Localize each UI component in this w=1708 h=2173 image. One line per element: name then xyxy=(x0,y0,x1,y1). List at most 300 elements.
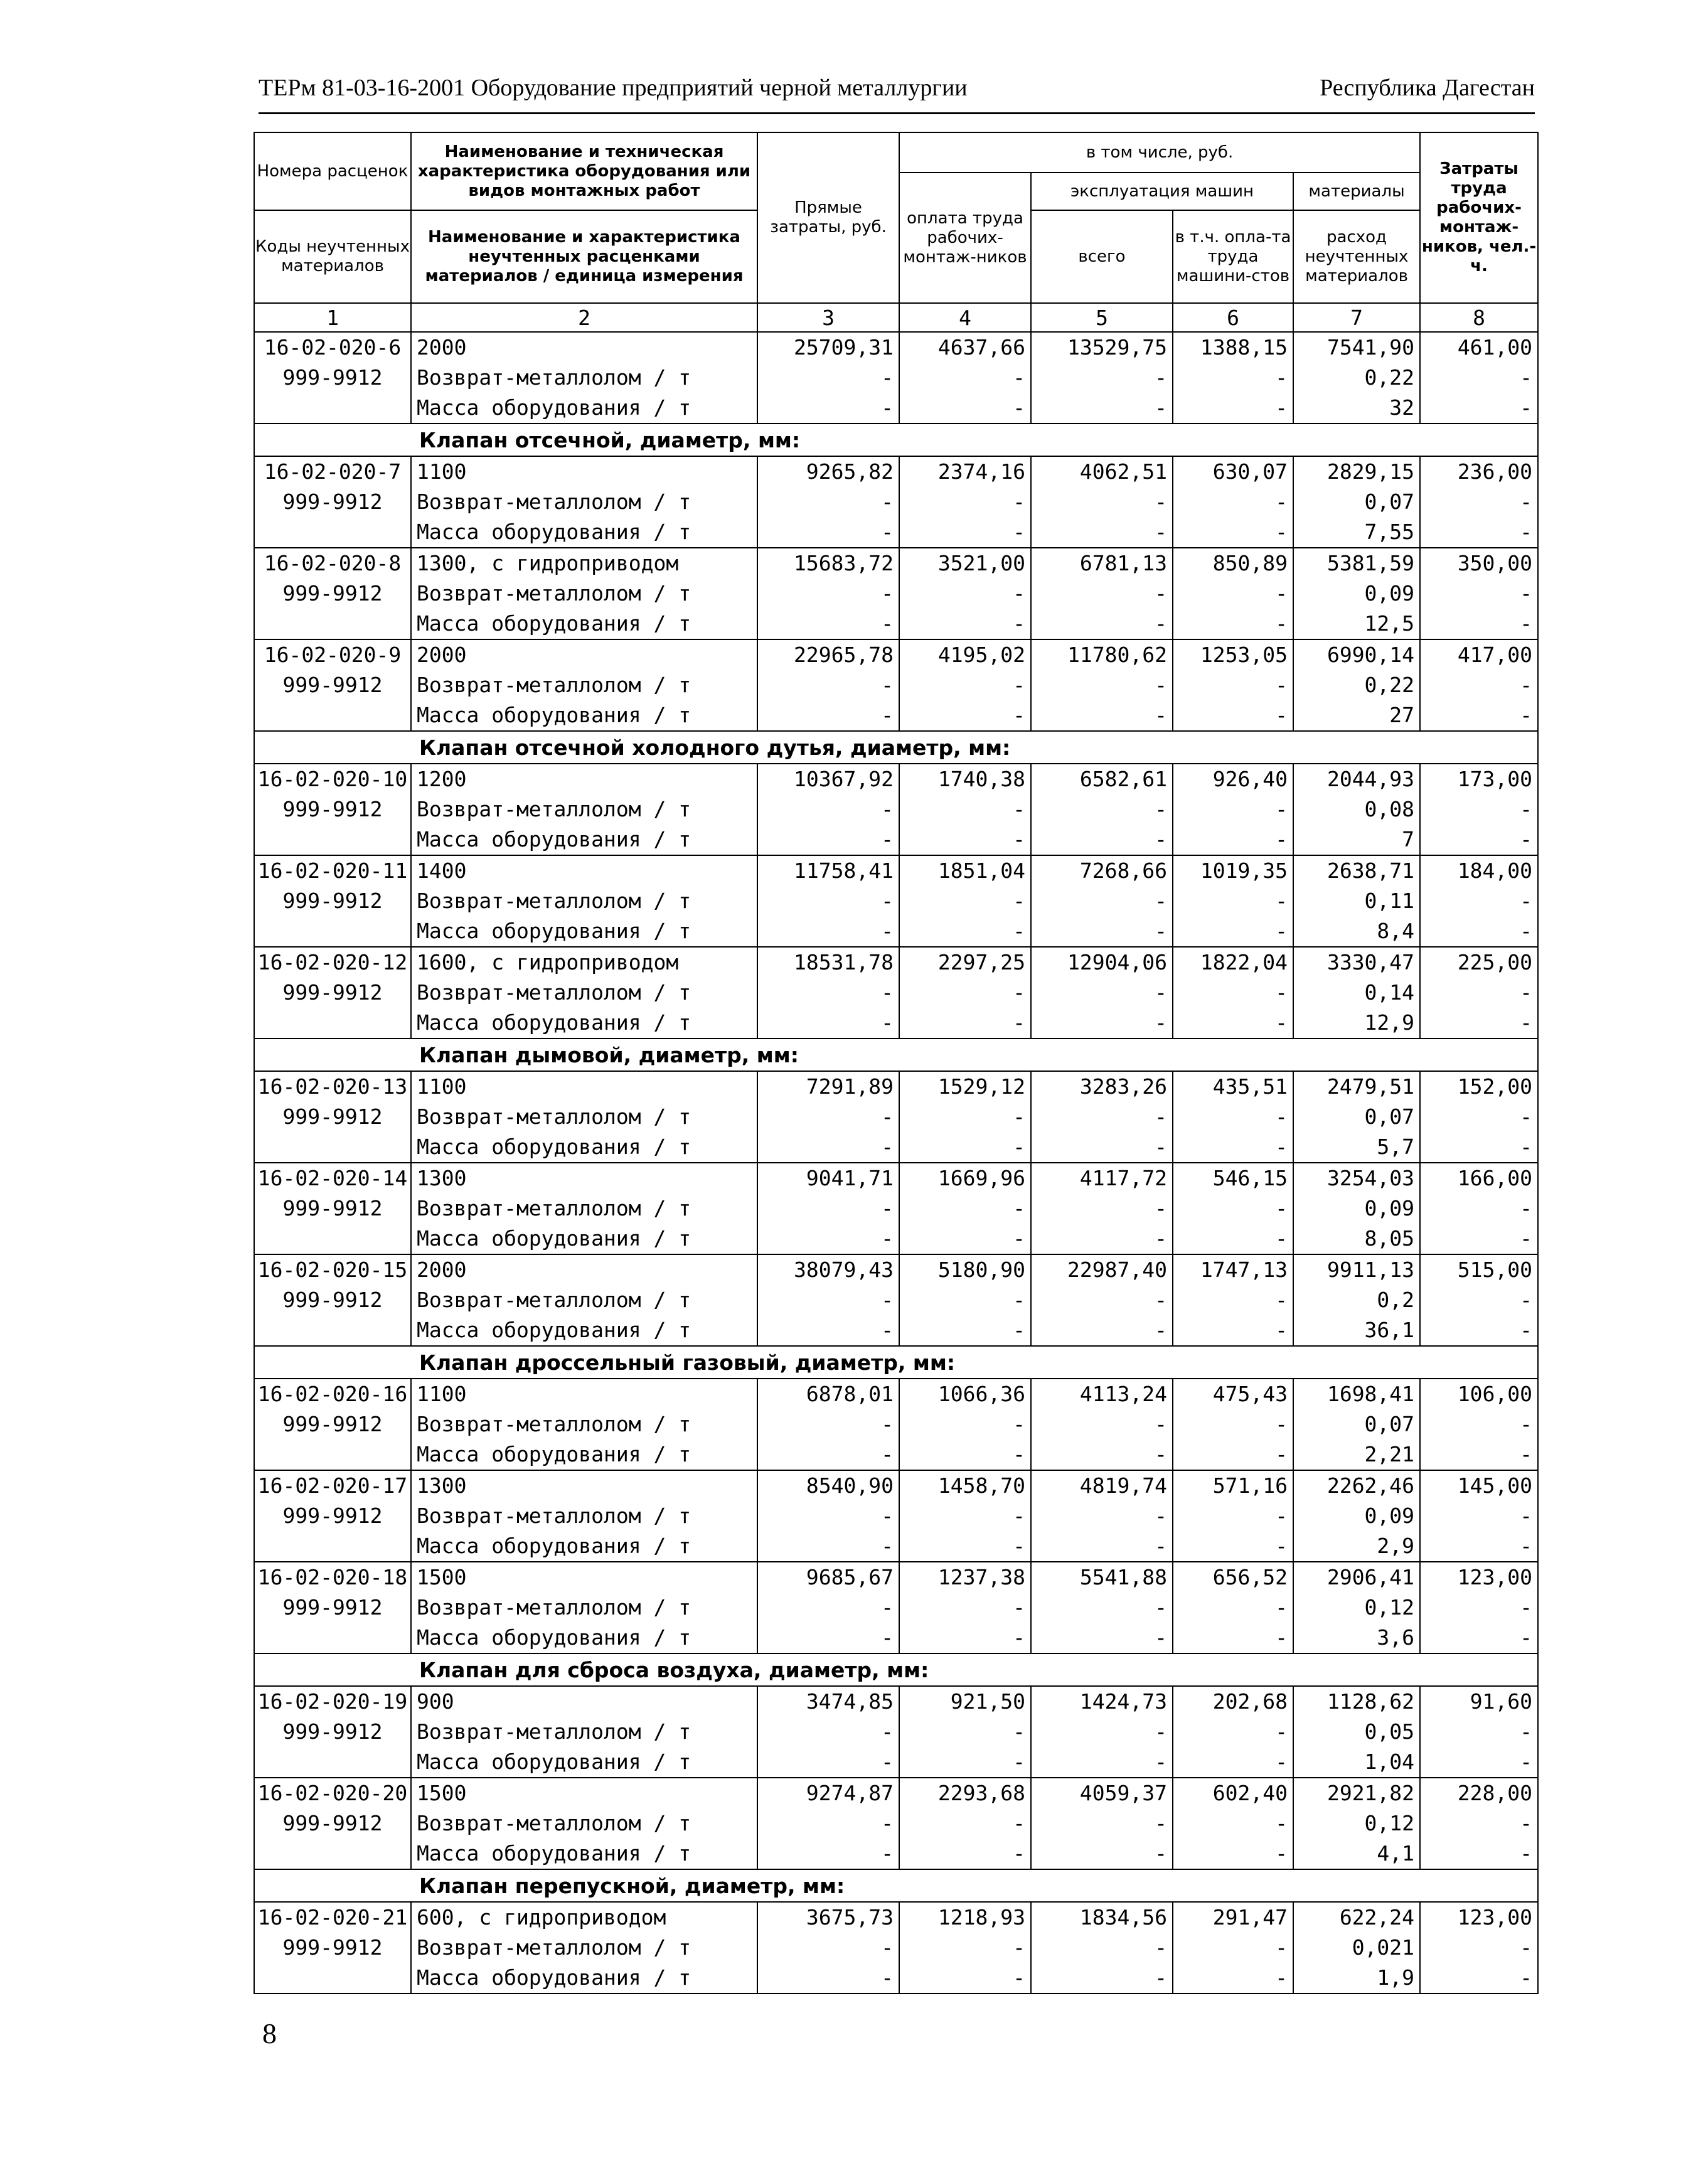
table-row xyxy=(254,639,1538,670)
table-row xyxy=(254,1163,1538,1193)
empty-cell xyxy=(254,609,411,639)
machinist-pay: 1747,13 xyxy=(1173,1254,1293,1285)
materials: 2262,46 xyxy=(1293,1470,1420,1501)
mass-label: Масса оборудования / т xyxy=(411,1439,757,1470)
material-code: 999-9912 xyxy=(254,886,411,916)
labor-pay: 1669,96 xyxy=(899,1163,1031,1193)
dash: - xyxy=(899,1747,1031,1778)
dash: - xyxy=(757,1315,899,1346)
dash: - xyxy=(757,978,899,1008)
dash: - xyxy=(1420,1963,1538,1994)
dash: - xyxy=(1420,1717,1538,1747)
machinist-pay: 291,47 xyxy=(1173,1902,1293,1933)
scrap-label: Возврат-металлолом / т xyxy=(411,794,757,825)
dash: - xyxy=(1031,579,1173,609)
dash: - xyxy=(1420,670,1538,700)
table-row xyxy=(254,1254,1538,1285)
mass-value: 32 xyxy=(1293,393,1420,424)
labor-pay: 4637,66 xyxy=(899,332,1031,363)
dash: - xyxy=(757,487,899,517)
dash: - xyxy=(757,1717,899,1747)
mass-value: 12,9 xyxy=(1293,1008,1420,1038)
empty-cell xyxy=(254,393,411,424)
header-material-names: Наименование и характеристика неучтенных расценками материалов / единица измерения xyxy=(411,210,757,303)
dash: - xyxy=(1173,1315,1293,1346)
labor-hours: 350,00 xyxy=(1420,548,1538,579)
section-title-row xyxy=(254,1038,1538,1071)
dash: - xyxy=(1420,393,1538,424)
table-row xyxy=(254,886,1538,916)
mass-value: 7 xyxy=(1293,825,1420,855)
direct-costs: 22965,78 xyxy=(757,639,899,670)
scrap-value: 0,12 xyxy=(1293,1593,1420,1623)
section-title-row xyxy=(254,1653,1538,1686)
dash: - xyxy=(1420,1285,1538,1315)
mass-label: Масса оборудования / т xyxy=(411,1132,757,1163)
table-row xyxy=(254,1562,1538,1593)
dash: - xyxy=(1173,1963,1293,1994)
dash: - xyxy=(757,916,899,947)
dash: - xyxy=(1031,700,1173,731)
rate-code: 16-02-020-8 xyxy=(254,548,411,579)
dash: - xyxy=(1173,487,1293,517)
machinist-pay: 630,07 xyxy=(1173,456,1293,487)
table-row xyxy=(254,1501,1538,1531)
dash: - xyxy=(757,609,899,639)
direct-costs: 3474,85 xyxy=(757,1686,899,1717)
section-title-row xyxy=(254,1346,1538,1379)
labor-hours: 173,00 xyxy=(1420,764,1538,794)
dash: - xyxy=(899,579,1031,609)
table-row xyxy=(254,332,1538,363)
rates-table xyxy=(254,132,1539,1994)
labor-hours: 152,00 xyxy=(1420,1071,1538,1102)
column-number: 6 xyxy=(1173,303,1293,332)
table-row xyxy=(254,548,1538,579)
dash: - xyxy=(1031,1531,1173,1562)
document-title: ТЕРм 81-03-16-2001 Оборудование предприятий черной металлургии xyxy=(259,75,968,101)
scrap-label: Возврат-металлолом / т xyxy=(411,1717,757,1747)
dash: - xyxy=(1420,916,1538,947)
dash: - xyxy=(1173,1409,1293,1439)
dash: - xyxy=(899,1102,1031,1132)
column-number: 3 xyxy=(757,303,899,332)
dash: - xyxy=(1420,978,1538,1008)
labor-hours: 228,00 xyxy=(1420,1778,1538,1808)
labor-hours: 123,00 xyxy=(1420,1562,1538,1593)
rate-code: 16-02-020-18 xyxy=(254,1562,411,1593)
machinist-pay: 546,15 xyxy=(1173,1163,1293,1193)
column-number: 1 xyxy=(254,303,411,332)
empty-cell xyxy=(254,1224,411,1254)
table-row xyxy=(254,363,1538,393)
labor-hours: 145,00 xyxy=(1420,1470,1538,1501)
materials: 7541,90 xyxy=(1293,332,1420,363)
scrap-value: 0,12 xyxy=(1293,1808,1420,1839)
material-code: 999-9912 xyxy=(254,1593,411,1623)
column-number: 5 xyxy=(1031,303,1173,332)
dash: - xyxy=(1420,1193,1538,1224)
direct-costs: 38079,43 xyxy=(757,1254,899,1285)
dash: - xyxy=(899,1439,1031,1470)
dash: - xyxy=(1173,700,1293,731)
dash: - xyxy=(1420,1132,1538,1163)
dash: - xyxy=(899,1593,1031,1623)
machinist-pay: 656,52 xyxy=(1173,1562,1293,1593)
scrap-label: Возврат-металлолом / т xyxy=(411,886,757,916)
item-name: 1200 xyxy=(411,764,757,794)
rate-code: 16-02-020-10 xyxy=(254,764,411,794)
machine-total: 4117,72 xyxy=(1031,1163,1173,1193)
dash: - xyxy=(757,1839,899,1869)
machinist-pay: 1822,04 xyxy=(1173,947,1293,978)
mass-value: 4,1 xyxy=(1293,1839,1420,1869)
scrap-label: Возврат-металлолом / т xyxy=(411,1808,757,1839)
dash: - xyxy=(899,1132,1031,1163)
empty-cell xyxy=(254,825,411,855)
material-code: 999-9912 xyxy=(254,1717,411,1747)
item-name: 900 xyxy=(411,1686,757,1717)
scrap-label: Возврат-металлолом / т xyxy=(411,579,757,609)
labor-hours: 166,00 xyxy=(1420,1163,1538,1193)
scrap-label: Возврат-металлолом / т xyxy=(411,487,757,517)
column-number: 8 xyxy=(1420,303,1538,332)
table-row xyxy=(254,1315,1538,1346)
dash: - xyxy=(757,1501,899,1531)
dash: - xyxy=(1420,1102,1538,1132)
table-row xyxy=(254,1963,1538,1994)
dash: - xyxy=(1173,1839,1293,1869)
materials: 1128,62 xyxy=(1293,1686,1420,1717)
dash: - xyxy=(1031,1439,1173,1470)
dash: - xyxy=(1420,1839,1538,1869)
material-code: 999-9912 xyxy=(254,670,411,700)
table-row xyxy=(254,1902,1538,1933)
materials: 2638,71 xyxy=(1293,855,1420,886)
dash: - xyxy=(1031,794,1173,825)
mass-label: Масса оборудования / т xyxy=(411,1224,757,1254)
scrap-label: Возврат-металлолом / т xyxy=(411,1933,757,1963)
dash: - xyxy=(899,487,1031,517)
header-material-consumption: расход неучтенных материалов xyxy=(1293,210,1420,303)
dash: - xyxy=(899,1963,1031,1994)
section-title: Клапан дроссельный газовый, диаметр, мм: xyxy=(254,1346,1538,1379)
header-machine-total: всего xyxy=(1031,210,1173,303)
dash: - xyxy=(899,517,1031,548)
rate-code: 16-02-020-17 xyxy=(254,1470,411,1501)
dash: - xyxy=(899,1717,1031,1747)
item-name: 2000 xyxy=(411,332,757,363)
direct-costs: 18531,78 xyxy=(757,947,899,978)
mass-label: Масса оборудования / т xyxy=(411,916,757,947)
materials: 9911,13 xyxy=(1293,1254,1420,1285)
mass-label: Масса оборудования / т xyxy=(411,1531,757,1562)
mass-value: 12,5 xyxy=(1293,609,1420,639)
dash: - xyxy=(899,1808,1031,1839)
dash: - xyxy=(899,916,1031,947)
column-number: 7 xyxy=(1293,303,1420,332)
dash: - xyxy=(1173,916,1293,947)
dash: - xyxy=(899,1008,1031,1038)
dash: - xyxy=(1031,1132,1173,1163)
dash: - xyxy=(1031,1409,1173,1439)
table-row xyxy=(254,1933,1538,1963)
material-code: 999-9912 xyxy=(254,1933,411,1963)
labor-pay: 1066,36 xyxy=(899,1379,1031,1409)
direct-costs: 11758,41 xyxy=(757,855,899,886)
mass-label: Масса оборудования / т xyxy=(411,700,757,731)
direct-costs: 3675,73 xyxy=(757,1902,899,1933)
dash: - xyxy=(1173,978,1293,1008)
table-row xyxy=(254,1379,1538,1409)
dash: - xyxy=(1031,609,1173,639)
region-name: Республика Дагестан xyxy=(1320,75,1535,101)
machine-total: 4113,24 xyxy=(1031,1379,1173,1409)
machinist-pay: 202,68 xyxy=(1173,1686,1293,1717)
section-title: Клапан отсечной холодного дутья, диаметр, мм: xyxy=(254,731,1538,764)
header-rule xyxy=(259,112,1535,114)
dash: - xyxy=(899,1501,1031,1531)
item-name: 1100 xyxy=(411,1379,757,1409)
item-name: 1300 xyxy=(411,1163,757,1193)
dash: - xyxy=(1173,886,1293,916)
dash: - xyxy=(1173,1224,1293,1254)
dash: - xyxy=(757,1193,899,1224)
scrap-label: Возврат-металлолом / т xyxy=(411,670,757,700)
scrap-value: 0,08 xyxy=(1293,794,1420,825)
mass-label: Масса оборудования / т xyxy=(411,1315,757,1346)
dash: - xyxy=(899,794,1031,825)
item-name: 1500 xyxy=(411,1778,757,1808)
scrap-label: Возврат-металлолом / т xyxy=(411,1285,757,1315)
rate-code: 16-02-020-20 xyxy=(254,1778,411,1808)
table-row xyxy=(254,1531,1538,1562)
table-row xyxy=(254,609,1538,639)
dash: - xyxy=(757,1008,899,1038)
item-name: 1600, с гидроприводом xyxy=(411,947,757,978)
dash: - xyxy=(1173,363,1293,393)
mass-label: Масса оборудования / т xyxy=(411,609,757,639)
mass-value: 2,9 xyxy=(1293,1531,1420,1562)
mass-value: 5,7 xyxy=(1293,1132,1420,1163)
material-code: 999-9912 xyxy=(254,1285,411,1315)
rate-code: 16-02-020-15 xyxy=(254,1254,411,1285)
empty-cell xyxy=(254,1623,411,1653)
scrap-value: 0,11 xyxy=(1293,886,1420,916)
table-row xyxy=(254,1409,1538,1439)
scrap-value: 0,05 xyxy=(1293,1717,1420,1747)
column-number: 4 xyxy=(899,303,1031,332)
mass-label: Масса оборудования / т xyxy=(411,1839,757,1869)
direct-costs: 15683,72 xyxy=(757,548,899,579)
machinist-pay: 926,40 xyxy=(1173,764,1293,794)
dash: - xyxy=(899,1285,1031,1315)
header-including: в том числе, руб. xyxy=(899,132,1420,173)
page-number: 8 xyxy=(262,2017,277,2049)
item-name: 600, с гидроприводом xyxy=(411,1902,757,1933)
empty-cell xyxy=(254,1839,411,1869)
empty-cell xyxy=(254,1531,411,1562)
mass-label: Масса оборудования / т xyxy=(411,1747,757,1778)
table-row xyxy=(254,916,1538,947)
item-name: 1100 xyxy=(411,1071,757,1102)
table-row xyxy=(254,1132,1538,1163)
item-name: 1300 xyxy=(411,1470,757,1501)
rate-code: 16-02-020-19 xyxy=(254,1686,411,1717)
empty-cell xyxy=(254,700,411,731)
dash: - xyxy=(757,1224,899,1254)
material-code: 999-9912 xyxy=(254,1808,411,1839)
table-row xyxy=(254,1102,1538,1132)
empty-cell xyxy=(254,1747,411,1778)
dash: - xyxy=(1031,1285,1173,1315)
header-rate-numbers: Номера расценок xyxy=(254,132,411,210)
dash: - xyxy=(1173,1285,1293,1315)
section-title-row xyxy=(254,1869,1538,1902)
scrap-value: 0,09 xyxy=(1293,1501,1420,1531)
materials: 3254,03 xyxy=(1293,1163,1420,1193)
machinist-pay: 1253,05 xyxy=(1173,639,1293,670)
dash: - xyxy=(1420,1808,1538,1839)
mass-label: Масса оборудования / т xyxy=(411,1008,757,1038)
material-code: 999-9912 xyxy=(254,794,411,825)
dash: - xyxy=(1031,978,1173,1008)
empty-cell xyxy=(254,517,411,548)
dash: - xyxy=(1031,1593,1173,1623)
materials: 2906,41 xyxy=(1293,1562,1420,1593)
section-title: Клапан дымовой, диаметр, мм: xyxy=(254,1038,1538,1071)
dash: - xyxy=(1031,1224,1173,1254)
machine-total: 13529,75 xyxy=(1031,332,1173,363)
machine-total: 7268,66 xyxy=(1031,855,1173,886)
dash: - xyxy=(1173,1439,1293,1470)
dash: - xyxy=(1031,1839,1173,1869)
dash: - xyxy=(1420,1315,1538,1346)
header-work-name: Наименование и техническая характеристика оборудования или видов монтажных работ xyxy=(411,132,757,210)
mass-value: 3,6 xyxy=(1293,1623,1420,1653)
header-machine-operation: эксплуатация машин xyxy=(1031,173,1293,210)
dash: - xyxy=(1420,825,1538,855)
mass-label: Масса оборудования / т xyxy=(411,1963,757,1994)
material-code: 999-9912 xyxy=(254,978,411,1008)
labor-pay: 2293,68 xyxy=(899,1778,1031,1808)
labor-pay: 1218,93 xyxy=(899,1902,1031,1933)
labor-hours: 236,00 xyxy=(1420,456,1538,487)
labor-hours: 225,00 xyxy=(1420,947,1538,978)
dash: - xyxy=(1031,1315,1173,1346)
direct-costs: 6878,01 xyxy=(757,1379,899,1409)
materials: 622,24 xyxy=(1293,1902,1420,1933)
dash: - xyxy=(1420,1409,1538,1439)
table-row xyxy=(254,1470,1538,1501)
materials: 2829,15 xyxy=(1293,456,1420,487)
table-row xyxy=(254,825,1538,855)
dash: - xyxy=(899,1224,1031,1254)
labor-hours: 91,60 xyxy=(1420,1686,1538,1717)
dash: - xyxy=(1420,1439,1538,1470)
machinist-pay: 602,40 xyxy=(1173,1778,1293,1808)
material-code: 999-9912 xyxy=(254,363,411,393)
mass-value: 1,9 xyxy=(1293,1963,1420,1994)
scrap-label: Возврат-металлолом / т xyxy=(411,1593,757,1623)
empty-cell xyxy=(254,1008,411,1038)
dash: - xyxy=(757,700,899,731)
scrap-label: Возврат-металлолом / т xyxy=(411,1501,757,1531)
dash: - xyxy=(1031,1933,1173,1963)
labor-hours: 123,00 xyxy=(1420,1902,1538,1933)
rate-code: 16-02-020-6 xyxy=(254,332,411,363)
dash: - xyxy=(1173,1623,1293,1653)
labor-pay: 3521,00 xyxy=(899,548,1031,579)
dash: - xyxy=(1420,487,1538,517)
table-row xyxy=(254,978,1538,1008)
column-number: 2 xyxy=(411,303,757,332)
dash: - xyxy=(1031,1008,1173,1038)
empty-cell xyxy=(254,1963,411,1994)
section-title: Клапан отсечной, диаметр, мм: xyxy=(254,424,1538,456)
scrap-value: 0,14 xyxy=(1293,978,1420,1008)
dash: - xyxy=(1031,1717,1173,1747)
dash: - xyxy=(1173,1808,1293,1839)
dash: - xyxy=(1173,1132,1293,1163)
header-machinist-pay: в т.ч. опла-та труда машини-стов xyxy=(1173,210,1293,303)
table-row xyxy=(254,1747,1538,1778)
section-title: Клапан для сброса воздуха, диаметр, мм: xyxy=(254,1653,1538,1686)
mass-value: 8,05 xyxy=(1293,1224,1420,1254)
rate-code: 16-02-020-12 xyxy=(254,947,411,978)
direct-costs: 7291,89 xyxy=(757,1071,899,1102)
table-row xyxy=(254,1224,1538,1254)
dash: - xyxy=(1420,1593,1538,1623)
dash: - xyxy=(1420,700,1538,731)
rate-code: 16-02-020-9 xyxy=(254,639,411,670)
dash: - xyxy=(1420,1008,1538,1038)
dash: - xyxy=(757,393,899,424)
labor-pay: 1237,38 xyxy=(899,1562,1031,1593)
dash: - xyxy=(757,1747,899,1778)
dash: - xyxy=(757,1808,899,1839)
dash: - xyxy=(1031,1193,1173,1224)
dash: - xyxy=(1173,393,1293,424)
item-name: 2000 xyxy=(411,1254,757,1285)
dash: - xyxy=(899,886,1031,916)
dash: - xyxy=(1031,1963,1173,1994)
dash: - xyxy=(1173,670,1293,700)
scrap-value: 0,09 xyxy=(1293,1193,1420,1224)
mass-label: Масса оборудования / т xyxy=(411,1623,757,1653)
scrap-value: 0,07 xyxy=(1293,487,1420,517)
dash: - xyxy=(757,1531,899,1562)
materials: 2479,51 xyxy=(1293,1071,1420,1102)
dash: - xyxy=(1031,1808,1173,1839)
dash: - xyxy=(1173,1008,1293,1038)
direct-costs: 9041,71 xyxy=(757,1163,899,1193)
dash: - xyxy=(899,1933,1031,1963)
material-code: 999-9912 xyxy=(254,1102,411,1132)
scrap-label: Возврат-металлолом / т xyxy=(411,363,757,393)
dash: - xyxy=(757,886,899,916)
scrap-value: 0,22 xyxy=(1293,363,1420,393)
table-row xyxy=(254,855,1538,886)
materials: 2044,93 xyxy=(1293,764,1420,794)
direct-costs: 9274,87 xyxy=(757,1778,899,1808)
dash: - xyxy=(757,1285,899,1315)
scrap-value: 0,021 xyxy=(1293,1933,1420,1963)
table-row xyxy=(254,794,1538,825)
dash: - xyxy=(899,978,1031,1008)
dash: - xyxy=(757,1439,899,1470)
dash: - xyxy=(1173,1193,1293,1224)
